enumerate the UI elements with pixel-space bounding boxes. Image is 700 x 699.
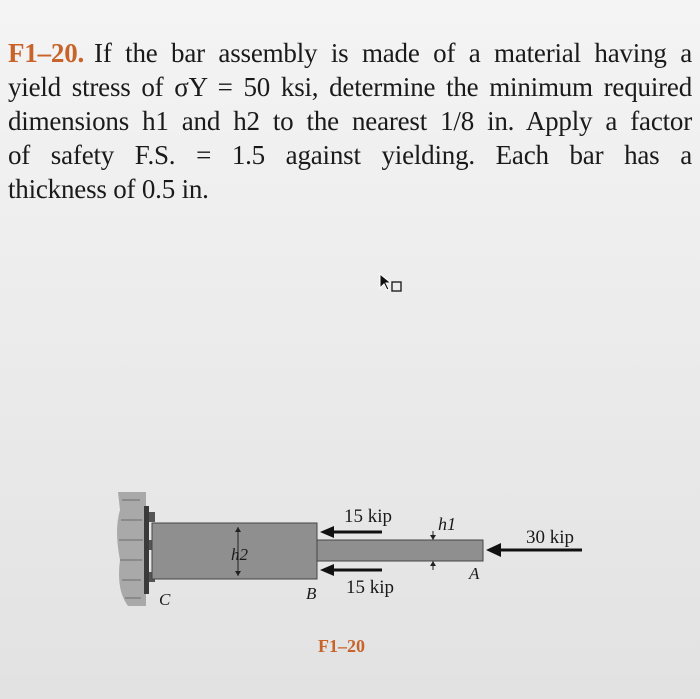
arrow-15kip-top: [320, 526, 382, 538]
arrow-15kip-bottom: [320, 564, 382, 576]
label-point-a: A: [469, 564, 480, 583]
fixed-wall: [117, 492, 155, 606]
problem-line-1: F1–20. If the bar assembly is made of a material having a: [8, 38, 692, 68]
problem-line-2: yield stress of σY = 50 ksi, determine the minimum required: [8, 72, 692, 102]
problem-line-4: of safety F.S. = 1.5 against yielding. Each bar has a: [8, 140, 692, 170]
problem-line-3: dimensions h1 and h2 to the nearest 1/8 in. Apply a factor: [8, 106, 692, 136]
bar-assembly-figure: [0, 480, 700, 620]
label-30kip: 30 kip: [526, 527, 575, 548]
label-15kip-bottom: 15 kip: [346, 577, 395, 598]
label-h2: h2: [231, 545, 248, 564]
cursor-arrow-icon: [378, 272, 404, 296]
label-point-c: C: [159, 590, 171, 609]
bar-segment-ba: [317, 540, 483, 561]
label-15kip-top: 15 kip: [344, 506, 393, 527]
problem-statement: [8, 36, 692, 206]
label-h1: h1: [438, 514, 456, 534]
figure-caption: F1–20: [318, 636, 365, 656]
problem-number: F1–20.: [8, 38, 85, 68]
problem-line-5: thickness of 0.5 in.: [8, 174, 209, 204]
label-point-b: B: [306, 584, 317, 603]
